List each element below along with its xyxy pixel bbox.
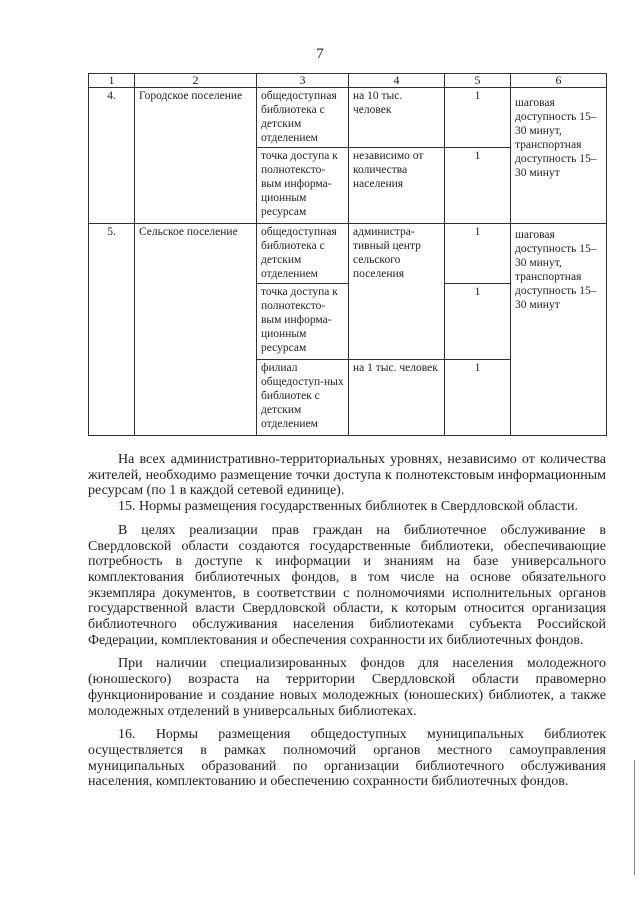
library-count: 1: [445, 148, 511, 224]
row-number: 5.: [89, 224, 135, 436]
table-header-cell: 5: [445, 74, 511, 88]
placement-condition: на 1 тыс. человек: [349, 360, 445, 436]
library-count: 1: [445, 284, 511, 360]
library-type: общедоступная библиотека с детским отделением: [257, 88, 349, 148]
table-row: [89, 88, 607, 148]
accessibility: шаговая доступность 15–30 минут, транспортная доступность 15–30 минут: [511, 224, 607, 436]
paragraph: 16. Нормы размещения общедоступных муниципальных библиотек осуществляется в рамках полномочий органов местного самоуправления муниципальных образований по организации библиотечного обслуживания населения, комплектованию и обеспечению сохранности библиотечных фондов.: [88, 727, 606, 790]
table-header-cell: 2: [135, 74, 257, 88]
body-text: [88, 452, 606, 790]
library-type: точка доступа к полнотексто-вым информа-ционным ресурсам: [257, 148, 349, 224]
table-header-row: [89, 74, 607, 88]
library-count: 1: [445, 360, 511, 436]
placement-condition: независимо от количества населения: [349, 148, 445, 224]
table-header-cell: 1: [89, 74, 135, 88]
placement-condition: администра-тивный центр сельского поселения: [349, 224, 445, 360]
library-type: точка доступа к полнотексто-вым информа-ционным ресурсам: [257, 284, 349, 360]
paragraph: На всех административно-территориальных уровнях, независимо от количества жителей, необходимо размещение точки доступа к полнотекстовым информационным ресурсам (по 1 в каждой сетевой единице).: [88, 452, 606, 499]
settlement-type: Сельское поселение: [135, 224, 257, 436]
settlement-type: Городское поселение: [135, 88, 257, 224]
library-count: 1: [445, 224, 511, 284]
row-number: 4.: [89, 88, 135, 224]
section-heading: 15. Нормы размещения государственных библиотек в Свердловской области.: [118, 499, 578, 515]
library-type: общедоступная библиотека с детским отделением: [257, 224, 349, 284]
table-header-cell: 6: [511, 74, 607, 88]
paragraph: В целях реализации прав граждан на библиотечное обслуживание в Свердловской области создаются государственные библиотеки, обеспечивающие потребность в доступе к информации и знаниям на базе универсального комплектования библиотечных фондов, в том числе на основе обязательного экземпляра документов, в соответствии с полномочиями исполнительных органов государственной власти Свердловской области, к которым относится организация библиотечного обслуживания населения библиотеками субъекта Российской Федерации, комплектования и обеспечения сохранности их библиотечных фондов.: [88, 522, 606, 648]
placement-condition: на 10 тыс. человек: [349, 88, 445, 148]
accessibility: шаговая доступность 15–30 минут, транспортная доступность 15–30 минут: [511, 88, 607, 224]
norms-table: [88, 73, 607, 436]
paragraph: При наличии специализированных фондов для населения молодежного (юношеского) возраста на территории Свердловской области правомерно функционирование и создание новых молодежных (юношеских) библиотек, а также молодежных отделений в универсальных библиотеках.: [88, 656, 606, 719]
library-count: 1: [445, 88, 511, 148]
page-number: 7: [316, 46, 324, 62]
scan-edge-line: [634, 760, 635, 875]
table-header-cell: 4: [349, 74, 445, 88]
table-row: [89, 224, 607, 284]
library-type: филиал общедоступ-ных библиотек с детским отделением: [257, 360, 349, 436]
table-header-cell: 3: [257, 74, 349, 88]
